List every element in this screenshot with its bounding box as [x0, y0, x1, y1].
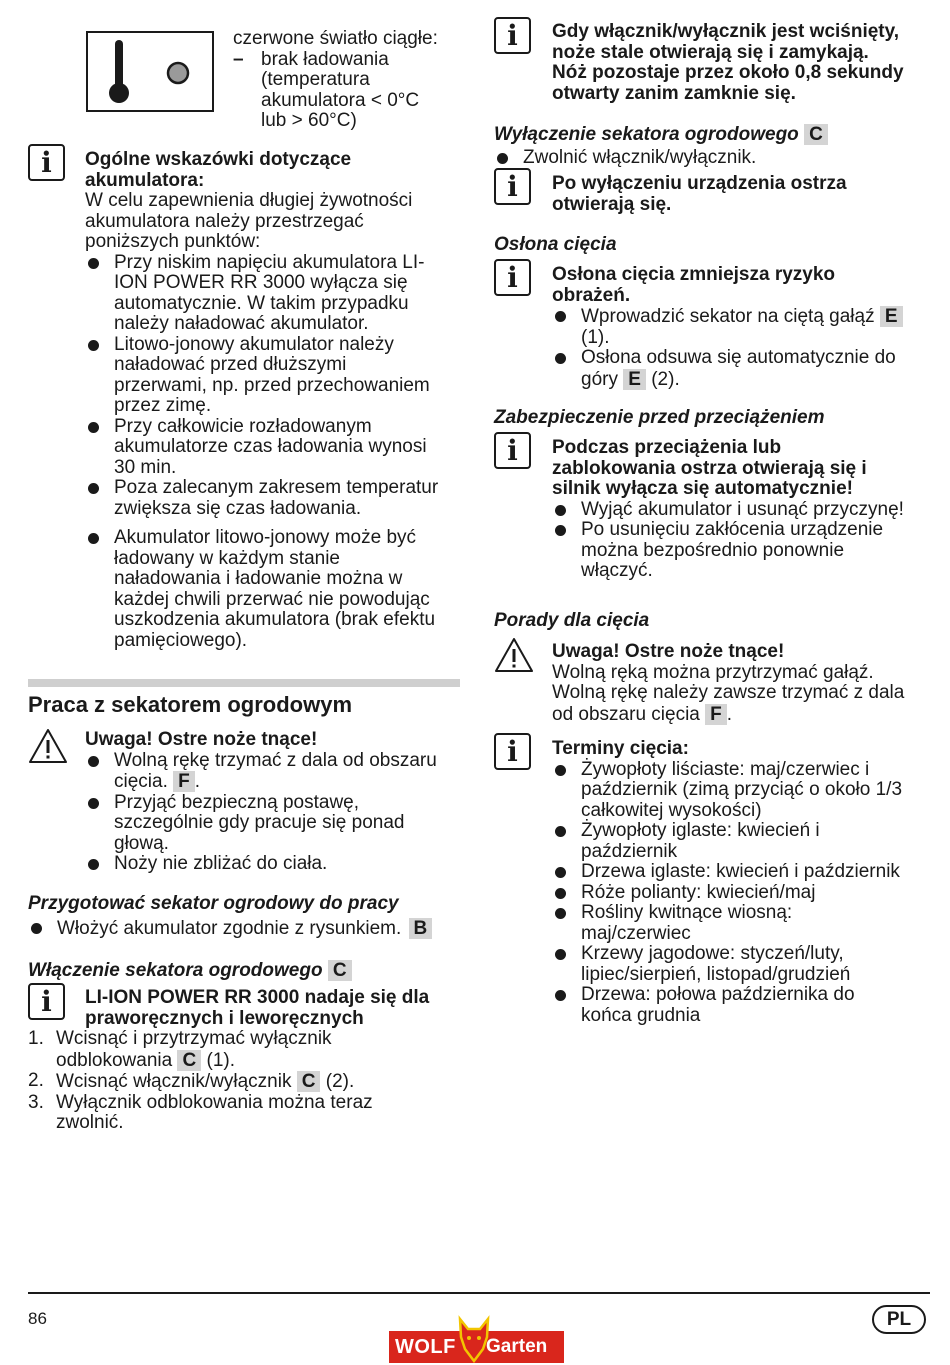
indicator-title: czerwone światło ciągłe:: [233, 28, 438, 49]
press-note: Gdy włącznik/wyłącznik jest wciśnięty, noże stale otwierają się i zamykają. Nóż pozostaje przez około 0,8 sekundy otwarty zanim zamknie się.: [552, 21, 904, 104]
indicator-text: [233, 29, 463, 132]
list-item: Drzewa iglaste: kwiecień i październik: [552, 862, 930, 883]
warning-icon: [494, 637, 534, 673]
switch-off-info: Po wyłączeniu urządzenia ostrza otwierają się.: [552, 173, 847, 215]
battery-tips-intro: W celu zapewnienia długiej żywotności akumulatora należy przestrzegać poniższych punktów:: [85, 190, 413, 252]
indicator-line: (temperatura: [261, 69, 370, 90]
overload-title: Zabezpieczenie przed przeciążeniem: [494, 407, 825, 428]
battery-tips-title: Ogólne wskazówki dotyczące akumulatora:: [85, 149, 352, 191]
list-item: Wolną rękę trzymać z dala od obszaru cięcia. F .: [85, 751, 465, 793]
indicator-line: akumulatora < 0°C: [261, 89, 420, 111]
overload-info: Podczas przeciążenia lub zablokowania ostrza otwierają się i silnik wyłącza się automatycznie!: [552, 437, 867, 499]
thermometer-icon: [88, 33, 212, 110]
info-icon: i: [28, 983, 65, 1020]
figure-tag: F: [705, 704, 727, 725]
figure-tag: C: [177, 1050, 201, 1071]
switch-off-list: [494, 148, 930, 169]
switch-on-info: LI-ION POWER RR 3000 nadaje się dla praworęcznych i leworęcznych: [85, 987, 430, 1029]
figure-tag: E: [623, 369, 646, 390]
battery-tips: [85, 150, 465, 651]
info-icon: i: [494, 259, 531, 296]
step-item: 2. Wcisnąć włącznik/wyłącznik C (2).: [28, 1070, 355, 1092]
list-item: Włożyć akumulator zgodnie z rysunkiem. B: [28, 918, 460, 940]
guard-block: [552, 265, 930, 390]
page-number: 86: [28, 1309, 47, 1328]
guard-title: Osłona cięcia: [494, 234, 617, 255]
section-divider: [28, 679, 460, 687]
info-icon: i: [494, 17, 531, 54]
indicator-line: lub > 60°C): [261, 110, 357, 131]
logo-text-garten: Garten: [486, 1336, 548, 1357]
list-item: Krzewy jagodowe: styczeń/luty, lipiec/sierpień, listopad/grudzień: [552, 944, 930, 985]
guard-list: [552, 306, 930, 390]
list-item: Przy całkowicie rozładowanym akumulatorze czas ładowania wynosi 30 min.: [85, 417, 465, 479]
info-icon: i: [494, 168, 531, 205]
warning-title: Uwaga! Ostre noże tnące!: [85, 729, 318, 750]
tips-warning-title: Uwaga! Ostre noże tnące!: [552, 641, 785, 662]
list-item: Poza zalecanym zakresem temperatur zwiększa się czas ładowania.: [85, 478, 465, 519]
switch-on-steps: [28, 1029, 460, 1134]
figure-tag: C: [804, 124, 828, 145]
list-item: Wprowadzić sekator na ciętą gałąź E (1).: [552, 306, 930, 348]
overload-block: [552, 438, 932, 582]
info-icon: i: [494, 432, 531, 469]
warning-icon: [28, 728, 68, 764]
warning-list: [85, 751, 465, 875]
list-item: Żywopłoty iglaste: kwiecień i październik: [552, 821, 930, 862]
info-icon: i: [494, 733, 531, 770]
switch-off-title: Wyłączenie sekatora ogrodowego C: [494, 124, 828, 146]
list-item: Litowo-jonowy akumulator należy naładować przed dłuższymi przerwami, np. przed przechowaniem przez zimę.: [85, 335, 465, 417]
guard-info: Osłona cięcia zmniejsza ryzyko obrażeń.: [552, 264, 836, 306]
list-item: Akumulator litowo-jonowy może być ładowany w każdym stanie naładowania i ładowanie można w każdej chwili przerwać nie powodując uszkodzenia akumulatora (brak efektu pamięciowego).: [85, 528, 465, 651]
overload-list: [552, 500, 932, 582]
charger-indicator-graphic: [86, 31, 214, 112]
list-item: Po usunięciu zakłócenia urządzenie można bezpośrednio ponownie włączyć.: [552, 520, 932, 582]
battery-tips-list: [85, 253, 465, 652]
indicator-dash: –: [233, 48, 244, 70]
language-badge: PL: [872, 1305, 926, 1334]
terms-block: [552, 739, 930, 1026]
terms-title: Terminy cięcia:: [552, 738, 689, 759]
prepare-list: [28, 918, 460, 940]
info-icon: i: [28, 144, 65, 181]
switch-on-title: Włączenie sekatora ogrodowego C: [28, 960, 352, 982]
section-title: Praca z sekatorem ogrodowym: [28, 692, 353, 717]
prepare-title: Przygotować sekator ogrodowy do pracy: [28, 893, 399, 914]
step-item: 3. Wyłącznik odblokowania można teraz zwolnić.: [28, 1091, 373, 1133]
figure-tag: B: [409, 918, 433, 939]
wolf-garten-logo: [389, 1313, 564, 1365]
list-item: Żywopłoty liściaste: maj/czerwiec i październik (zimą przyciąć o około 1/3 całkowitej wysokości): [552, 760, 930, 822]
logo-text-wolf: WOLF: [395, 1336, 456, 1358]
figure-tag: C: [328, 960, 352, 981]
list-item: Noży nie zbliżać do ciała.: [85, 854, 465, 875]
step-item: 1. Wcisnąć i przytrzymać wyłącznik odblokowania C (1).: [28, 1028, 332, 1071]
tips-warning: Uwaga! Ostre noże tnące! Wolną ręką można przytrzymać gałąź. Wolną rękę należy zawsze trzymać z dala od obszaru cięcia F .: [552, 642, 930, 725]
terms-list: [552, 760, 930, 1027]
list-item: Rośliny kwitnące wiosną: maj/czerwiec: [552, 903, 930, 944]
warning-block: [85, 730, 465, 875]
indicator-line: brak ładowania: [261, 48, 389, 70]
list-item: Przyjąć bezpieczną postawę, szczególnie gdy pracuje się ponad głową.: [85, 793, 465, 855]
list-item: Drzewa: połowa października do końca grudnia: [552, 985, 930, 1026]
figure-tag: E: [880, 306, 903, 327]
list-item: Róże polianty: kwiecień/maj: [552, 883, 930, 904]
tips-title: Porady dla cięcia: [494, 610, 650, 631]
figure-tag: F: [173, 771, 195, 792]
list-item: Zwolnić włącznik/wyłącznik.: [494, 148, 930, 169]
footer-rule: [28, 1292, 930, 1294]
list-item: Osłona odsuwa się automatycznie do góry E (2).: [552, 348, 930, 390]
figure-tag: C: [297, 1071, 321, 1092]
list-item: Przy niskim napięciu akumulatora LI- ION POWER RR 3000 wyłącza się automatycznie. W takim przypadku należy naładować akumulator.: [85, 253, 465, 335]
list-item: Wyjąć akumulator i usunąć przyczynę!: [552, 500, 932, 521]
